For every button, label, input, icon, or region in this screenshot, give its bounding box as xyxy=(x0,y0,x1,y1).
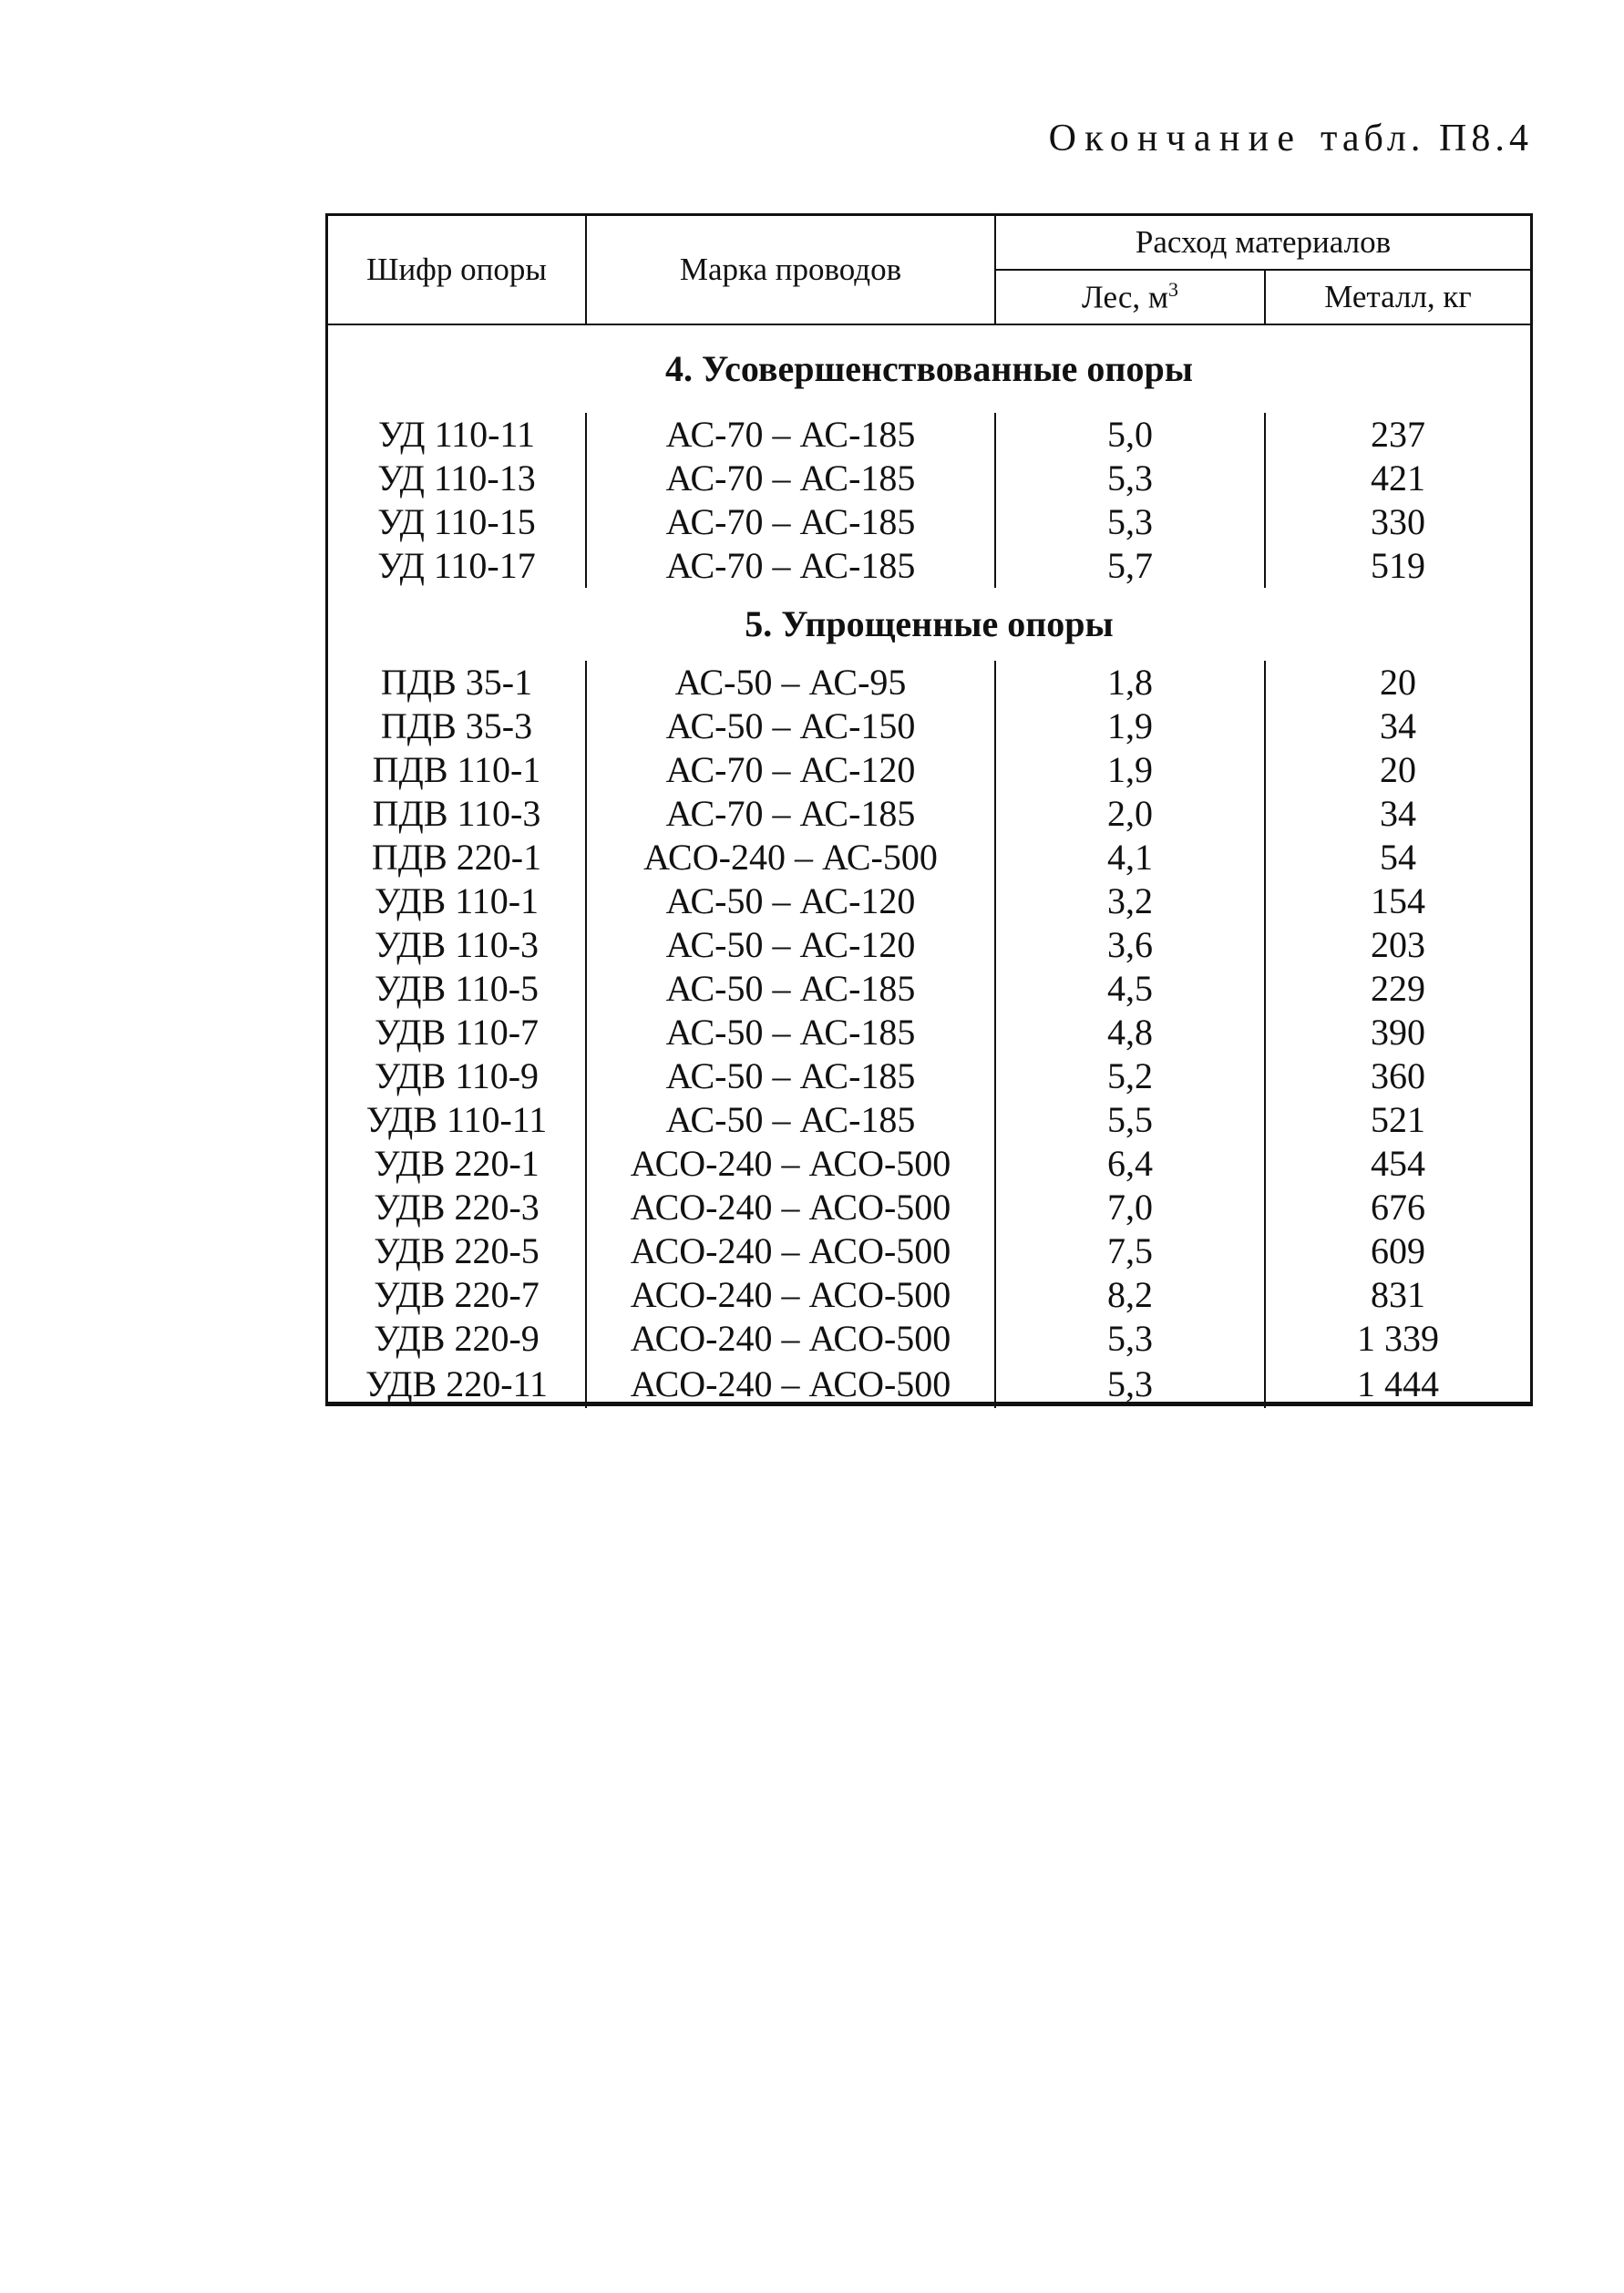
header-wood xyxy=(995,270,1265,324)
section-header-row xyxy=(328,324,1530,413)
table-row xyxy=(328,1142,1530,1186)
cell-wire-grade: АСО-240 – АСО-500 xyxy=(586,1273,995,1317)
cell-metal: 20 xyxy=(1380,749,1416,790)
cell-support-code: ПДВ 35-3 xyxy=(328,704,586,748)
cell-support-code: УДВ 220-1 xyxy=(328,1142,586,1186)
section-header-row xyxy=(328,588,1530,661)
cell-wire-grade: АСО-240 – АСО-500 xyxy=(586,1142,995,1186)
cell-wood: 5,7 xyxy=(995,544,1265,588)
cell-wire-grade: АС-70 – АС-120 xyxy=(586,748,995,792)
cell-support-code: УД 110-17 xyxy=(328,544,586,588)
cell-support-code: УД 110-11 xyxy=(328,413,586,457)
cell-wire-grade: АСО-240 – АСО-500 xyxy=(586,1229,995,1273)
cell-wire-grade: АС-50 – АС-185 xyxy=(586,1054,995,1098)
cell-wire-grade: АС-50 – АС-185 xyxy=(586,967,995,1011)
cell-wood: 4,5 xyxy=(995,967,1265,1011)
cell-metal: 229 xyxy=(1371,968,1425,1009)
cell-support-code: ПДВ 110-1 xyxy=(328,748,586,792)
table-row xyxy=(328,967,1530,1011)
cell-metal: 237 xyxy=(1371,414,1425,455)
caption-prefix: Окончание xyxy=(1048,118,1303,159)
cell-wood: 7,5 xyxy=(995,1229,1265,1273)
header-materials-consumption: Расход материалов xyxy=(995,216,1530,270)
cell-wire-grade: АС-70 – АС-185 xyxy=(586,500,995,544)
header-wood-exponent: 3 xyxy=(1168,278,1179,302)
cell-support-code: ПДВ 35-1 xyxy=(328,661,586,704)
cell-wood: 1,9 xyxy=(995,748,1265,792)
cell-metal: 454 xyxy=(1371,1143,1425,1184)
cell-support-code: УДВ 110-5 xyxy=(328,967,586,1011)
cell-wood: 7,0 xyxy=(995,1186,1265,1229)
caption-table-ref: табл. П8.4 xyxy=(1320,118,1533,159)
cell-wood: 1,8 xyxy=(995,661,1265,704)
table-caption xyxy=(1049,117,1533,160)
table-row xyxy=(328,544,1530,588)
table-row xyxy=(328,1361,1530,1408)
table-row xyxy=(328,879,1530,923)
cell-support-code: УДВ 110-3 xyxy=(328,923,586,967)
cell-metal: 34 xyxy=(1380,705,1416,746)
cell-wire-grade: АС-50 – АС-185 xyxy=(586,1011,995,1054)
cell-metal: 20 xyxy=(1380,662,1416,703)
table-row xyxy=(328,1273,1530,1317)
cell-wire-grade: АС-50 – АС-95 xyxy=(586,661,995,704)
cell-support-code: УДВ 110-11 xyxy=(328,1098,586,1142)
table-row xyxy=(328,836,1530,879)
cell-wood: 5,0 xyxy=(995,413,1265,457)
table-body xyxy=(328,324,1530,1408)
cell-wood: 1,9 xyxy=(995,704,1265,748)
cell-wood: 5,3 xyxy=(995,457,1265,500)
header-wood-label: Лес, м xyxy=(1081,279,1169,315)
cell-metal: 1 444 xyxy=(1357,1363,1439,1404)
table-row xyxy=(328,1011,1530,1054)
header-metal: Металл, кг xyxy=(1265,270,1530,324)
cell-metal: 676 xyxy=(1371,1187,1425,1228)
cell-wood: 5,3 xyxy=(995,500,1265,544)
table-row xyxy=(328,1317,1530,1361)
cell-support-code: УДВ 220-9 xyxy=(328,1317,586,1361)
cell-support-code: УД 110-13 xyxy=(328,457,586,500)
cell-wood: 5,3 xyxy=(995,1317,1265,1361)
cell-support-code: УДВ 110-1 xyxy=(328,879,586,923)
table-row xyxy=(328,748,1530,792)
table-row xyxy=(328,500,1530,544)
section-title: 4. Усовершенствованные опоры xyxy=(665,348,1193,389)
table-row xyxy=(328,1098,1530,1142)
cell-wood: 5,3 xyxy=(995,1361,1265,1408)
cell-wood: 6,4 xyxy=(995,1142,1265,1186)
table-row xyxy=(328,413,1530,457)
materials-table xyxy=(328,216,1530,1408)
cell-support-code: УДВ 220-3 xyxy=(328,1186,586,1229)
cell-wire-grade: АС-50 – АС-120 xyxy=(586,923,995,967)
cell-metal: 154 xyxy=(1371,880,1425,921)
cell-wood: 2,0 xyxy=(995,792,1265,836)
cell-wire-grade: АС-50 – АС-120 xyxy=(586,879,995,923)
cell-wire-grade: АС-70 – АС-185 xyxy=(586,544,995,588)
table-row xyxy=(328,704,1530,748)
cell-metal: 34 xyxy=(1380,793,1416,834)
cell-metal: 1 339 xyxy=(1357,1318,1439,1359)
table-row xyxy=(328,923,1530,967)
cell-wood: 3,2 xyxy=(995,879,1265,923)
cell-wood: 5,2 xyxy=(995,1054,1265,1098)
table-row xyxy=(328,792,1530,836)
cell-support-code: УДВ 220-5 xyxy=(328,1229,586,1273)
cell-metal: 421 xyxy=(1371,458,1425,499)
cell-wire-grade: АС-50 – АС-185 xyxy=(586,1098,995,1142)
cell-wire-grade: АСО-240 – АСО-500 xyxy=(586,1186,995,1229)
table-row xyxy=(328,1229,1530,1273)
cell-metal: 519 xyxy=(1371,545,1425,586)
cell-metal: 521 xyxy=(1371,1099,1425,1140)
table-header xyxy=(328,216,1530,324)
cell-wood: 4,8 xyxy=(995,1011,1265,1054)
cell-wire-grade: АС-50 – АС-150 xyxy=(586,704,995,748)
table-row xyxy=(328,457,1530,500)
cell-support-code: ПДВ 110-3 xyxy=(328,792,586,836)
section-title: 5. Упрощенные опоры xyxy=(745,603,1114,644)
cell-metal: 203 xyxy=(1371,924,1425,965)
cell-wood: 4,1 xyxy=(995,836,1265,879)
cell-support-code: УДВ 110-9 xyxy=(328,1054,586,1098)
cell-wire-grade: АС-70 – АС-185 xyxy=(586,457,995,500)
cell-support-code: УД 110-15 xyxy=(328,500,586,544)
cell-wood: 3,6 xyxy=(995,923,1265,967)
cell-metal: 831 xyxy=(1371,1274,1425,1315)
cell-support-code: УДВ 220-7 xyxy=(328,1273,586,1317)
cell-metal: 390 xyxy=(1371,1012,1425,1053)
table-row xyxy=(328,1054,1530,1098)
cell-support-code: УДВ 220-11 xyxy=(328,1361,586,1408)
cell-support-code: ПДВ 220-1 xyxy=(328,836,586,879)
cell-metal: 609 xyxy=(1371,1230,1425,1271)
cell-support-code: УДВ 110-7 xyxy=(328,1011,586,1054)
materials-table-frame xyxy=(325,213,1533,1406)
cell-wire-grade: АСО-240 – АСО-500 xyxy=(586,1317,995,1361)
cell-wood: 8,2 xyxy=(995,1273,1265,1317)
header-support-code: Шифр опоры xyxy=(328,216,586,324)
table-row xyxy=(328,1186,1530,1229)
cell-wire-grade: АСО-240 – АС-500 xyxy=(586,836,995,879)
header-wire-grade: Марка проводов xyxy=(586,216,995,324)
cell-wire-grade: АС-70 – АС-185 xyxy=(586,792,995,836)
cell-metal: 330 xyxy=(1371,501,1425,542)
cell-metal: 54 xyxy=(1380,837,1416,878)
cell-metal: 360 xyxy=(1371,1055,1425,1096)
table-row xyxy=(328,661,1530,704)
cell-wood: 5,5 xyxy=(995,1098,1265,1142)
cell-wire-grade: АС-70 – АС-185 xyxy=(586,413,995,457)
cell-wire-grade: АСО-240 – АСО-500 xyxy=(586,1361,995,1408)
